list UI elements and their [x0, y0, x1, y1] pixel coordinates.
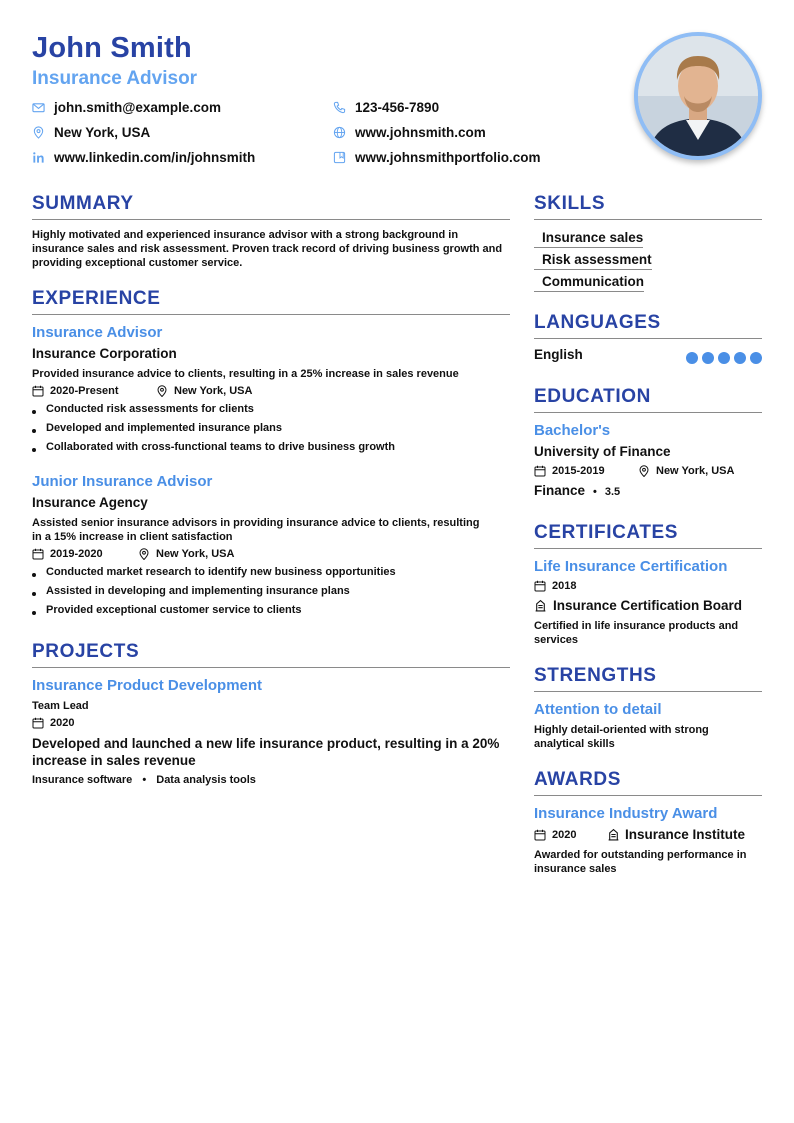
strength-title: Attention to detail — [534, 701, 662, 718]
contact-email[interactable] — [32, 100, 221, 115]
language-level-dots — [686, 352, 766, 364]
job-description: Provided insurance advice to clients, resulting in a 25% increase in sales revenue — [32, 368, 459, 380]
job-description: Assisted senior insurance advisors in providing insurance advice to clients, resulting in a 15% increase in client satisfaction — [32, 517, 480, 543]
candidate-name: John Smith — [32, 32, 192, 64]
globe-icon — [333, 126, 346, 139]
summary-heading: SUMMARY — [32, 193, 134, 214]
job-title: Junior Insurance Advisor — [32, 473, 213, 490]
contact-location — [32, 125, 150, 140]
project-year: 2020 — [32, 717, 74, 729]
projects-divider — [32, 667, 510, 668]
skill-item: Insurance sales — [534, 226, 643, 248]
calendar-icon — [534, 465, 546, 477]
award-description: Awarded for outstanding performance in insurance sales — [534, 849, 747, 875]
linkedin-text: www.linkedin.com/in/johnsmith — [54, 150, 256, 165]
project-tool: Insurance software — [32, 774, 133, 786]
job-bullet: Conducted risk assessments for clients — [32, 403, 254, 415]
language-level-dot — [686, 352, 698, 364]
skills-heading: SKILLS — [534, 193, 606, 214]
building-icon — [534, 599, 547, 612]
profile-photo — [634, 32, 762, 160]
location-text: New York, USA — [54, 125, 151, 140]
job-title: Insurance Advisor — [32, 324, 163, 341]
building-icon — [607, 828, 620, 841]
email-icon — [32, 101, 45, 114]
job-company: Insurance Agency — [32, 495, 148, 510]
summary-text: Highly motivated and experienced insurance advisor with a strong background in insurance sales and risk assessment. Proven track record of driving business growth and providing exceptional customer service. — [32, 229, 503, 269]
language-level-dot — [702, 352, 714, 364]
skill-item: Risk assessment — [534, 248, 652, 270]
job-bullet: Provided exceptional customer service to clients — [32, 604, 302, 616]
field-separator: • — [593, 486, 597, 498]
education-gpa: 3.5 — [604, 486, 621, 498]
location-icon — [156, 385, 168, 397]
job-dates: 2020-Present — [32, 385, 119, 397]
contact-phone[interactable] — [333, 100, 439, 115]
profile-photo-image — [638, 36, 758, 156]
phone-text: 123-456-7890 — [355, 100, 440, 115]
project-role: Team Lead — [32, 700, 89, 712]
certificate-title: Life Insurance Certification — [534, 558, 728, 575]
education-location: New York, USA — [638, 465, 734, 477]
email-text: john.smith@example.com — [54, 100, 221, 115]
contact-website[interactable] — [333, 125, 486, 140]
project-tools — [32, 773, 256, 787]
certificates-divider — [534, 548, 762, 549]
education-school: University of Finance — [534, 444, 671, 459]
job-dates: 2019-2020 — [32, 548, 103, 560]
strengths-divider — [534, 691, 762, 692]
location-icon — [32, 126, 45, 139]
job-bullet: Developed and implemented insurance plans — [32, 422, 282, 434]
strength-description: Highly detail-oriented with strong analytical skills — [534, 724, 709, 750]
certificate-year: 2018 — [534, 580, 576, 592]
contact-linkedin[interactable] — [32, 150, 255, 165]
job-location: New York, USA — [156, 385, 252, 397]
linkedin-icon — [32, 151, 45, 164]
skills-divider — [534, 219, 762, 220]
project-description: Developed and launched a new life insurance product, resulting in a 20% increase in sales revenue — [32, 736, 500, 768]
summary-divider — [32, 219, 510, 220]
projects-heading: PROJECTS — [32, 641, 140, 662]
calendar-icon — [534, 829, 546, 841]
tool-separator: • — [142, 774, 147, 786]
education-field-gpa — [534, 483, 620, 498]
award-issuer: Insurance Institute — [607, 827, 745, 842]
project-title: Insurance Product Development — [32, 677, 263, 694]
award-year: 2020 — [534, 829, 576, 841]
experience-divider — [32, 314, 510, 315]
calendar-icon — [32, 717, 44, 729]
award-title: Insurance Industry Award — [534, 805, 718, 822]
education-divider — [534, 412, 762, 413]
portfolio-icon — [333, 151, 346, 164]
awards-heading: AWARDS — [534, 769, 621, 790]
experience-heading: EXPERIENCE — [32, 288, 161, 309]
education-dates: 2015-2019 — [534, 465, 605, 477]
certificate-issuer: Insurance Certification Board — [534, 598, 742, 613]
language-name: English — [534, 347, 583, 362]
location-icon — [638, 465, 650, 477]
location-icon — [138, 548, 150, 560]
awards-divider — [534, 795, 762, 796]
skill-item: Communication — [534, 270, 644, 292]
language-level-dot — [750, 352, 762, 364]
project-tool: Data analysis tools — [156, 774, 256, 786]
portfolio-text: www.johnsmithportfolio.com — [355, 150, 541, 165]
job-bullet: Collaborated with cross-functional teams to drive business growth — [32, 441, 395, 453]
calendar-icon — [32, 385, 44, 397]
education-field: Finance — [534, 483, 586, 498]
education-heading: EDUCATION — [534, 386, 651, 407]
certificate-description: Certified in life insurance products and services — [534, 620, 739, 646]
education-degree: Bachelor's — [534, 422, 611, 439]
candidate-title: Insurance Advisor — [32, 68, 198, 89]
job-bullet: Conducted market research to identify new business opportunities — [32, 566, 396, 578]
languages-heading: LANGUAGES — [534, 312, 661, 333]
contact-portfolio[interactable] — [333, 150, 541, 165]
job-bullet: Assisted in developing and implementing insurance plans — [32, 585, 350, 597]
languages-divider — [534, 338, 762, 339]
job-location: New York, USA — [138, 548, 234, 560]
phone-icon — [333, 101, 346, 114]
calendar-icon — [534, 580, 546, 592]
strengths-heading: STRENGTHS — [534, 665, 657, 686]
calendar-icon — [32, 548, 44, 560]
certificates-heading: CERTIFICATES — [534, 522, 679, 543]
language-level-dot — [718, 352, 730, 364]
job-company: Insurance Corporation — [32, 346, 177, 361]
website-text: www.johnsmith.com — [355, 125, 486, 140]
language-level-dot — [734, 352, 746, 364]
